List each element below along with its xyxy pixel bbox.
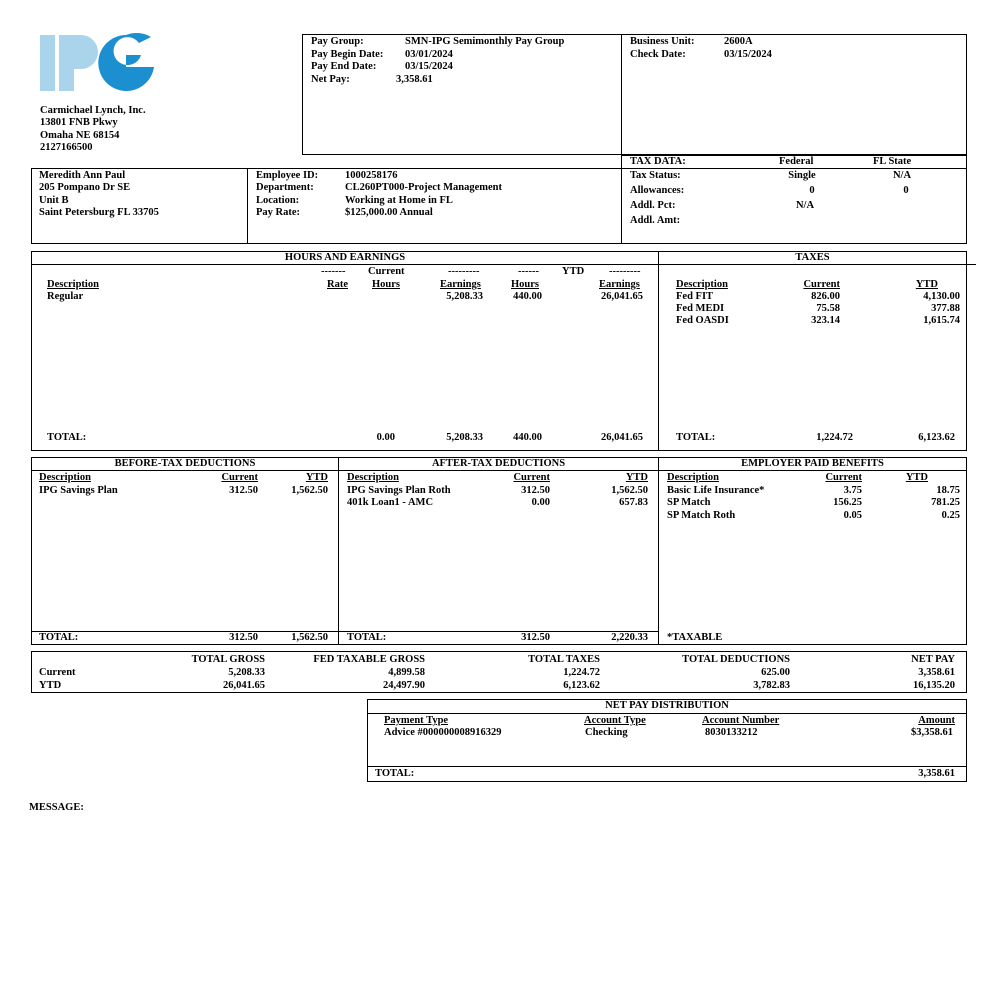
location-label: Location: [256,195,300,206]
distribution-amount-header: Amount [918,715,955,726]
taxes-total-ytd: 6,123.62 [918,432,955,443]
tax-status-state: N/A [892,170,912,181]
employee-name: Meredith Ann Paul [39,170,126,181]
summary-total-gross-header: TOTAL GROSS [191,654,265,665]
pay-end-date-value: 03/15/2024 [405,61,453,72]
company-address-line2: Omaha NE 68154 [40,130,120,141]
earnings-total-hours: 0.00 [376,432,395,443]
ipg-logo [38,33,158,93]
tax-row-fed-fit-desc: Fed FIT [676,291,714,302]
before-tax-current-header: Current [221,472,258,483]
benefits-row-3-desc: SP Match Roth [667,510,736,521]
summary-ytd-total-deductions: 3,782.83 [753,680,790,691]
distribution-account-type-header: Account Type [584,715,646,726]
summary-net-pay-header: NET PAY [911,654,955,665]
company-phone: 2127166500 [40,142,93,153]
pay-begin-date-label: Pay Begin Date: [311,49,384,60]
distribution-amount: $3,358.61 [911,727,953,738]
net-pay-value: 3,358.61 [396,74,433,85]
tax-row-fed-oasdi-desc: Fed OASDI [676,315,729,326]
business-unit-label: Business Unit: [630,36,695,47]
employer-benefits-title: EMPLOYER PAID BENEFITS [741,458,884,469]
check-date-value: 03/15/2024 [724,49,772,60]
earnings-dash-ytd-earnings: --------- [609,266,641,277]
summary-ytd-net-pay: 16,135.20 [913,680,955,691]
tax-row-fed-medi-ytd: 377.88 [931,303,960,314]
earnings-rate-header: Rate [327,279,348,290]
benefits-row-1-desc: Basic Life Insurance* [667,485,765,496]
earnings-ytd-hours-header: Hours [511,279,540,290]
taxes-ytd-header: YTD [915,279,938,290]
distribution-total: 3,358.61 [918,768,955,779]
tax-row-fed-medi-desc: Fed MEDI [676,303,725,314]
distribution-account-number-header: Account Number [702,715,780,726]
earnings-earnings-header: Earnings [440,279,481,290]
pay-rate-value: $125,000.00 Annual [345,207,433,218]
after-tax-total-current: 312.50 [521,632,550,643]
benefits-row-1-current: 3.75 [843,485,862,496]
employee-address-line3: Saint Petersburg FL 33705 [39,207,159,218]
before-tax-row-current: 312.50 [229,485,258,496]
earnings-ytd-group: YTD [562,266,585,277]
summary-current-fed-taxable: 4,899.58 [388,667,425,678]
summary-ytd-total-taxes: 6,123.62 [563,680,600,691]
after-tax-row-2-desc: 401k Loan1 - AMC [347,497,434,508]
earnings-total-ytd-earnings: 26,041.65 [601,432,643,443]
summary-current-net-pay: 3,358.61 [918,667,955,678]
tax-row-fed-oasdi-ytd: 1,615.74 [923,315,960,326]
summary-total-deductions-header: TOTAL DEDUCTIONS [682,654,790,665]
addl-pct-federal: N/A [795,200,815,211]
employee-id-label: Employee ID: [256,170,319,181]
before-tax-row-ytd: 1,562.50 [291,485,328,496]
summary-current-label: Current [39,667,76,678]
after-tax-title: AFTER-TAX DEDUCTIONS [431,458,566,469]
earnings-row-description: Regular [47,291,84,302]
tax-status-federal: Single [788,170,816,181]
earnings-row-ytd-hours: 440.00 [513,291,542,302]
summary-current-total-deductions: 625.00 [761,667,790,678]
after-tax-total-label: TOTAL: [347,632,387,643]
company-name: Carmichael Lynch, Inc. [40,105,146,116]
earnings-description-header: Description [47,279,99,290]
taxes-title: TAXES [795,252,830,263]
employee-address-line2: Unit B [39,195,69,206]
tax-federal-header: Federal [779,156,814,167]
department-value: CL260PT000-Project Management [345,182,502,193]
distribution-payment-type-header: Payment Type [384,715,449,726]
allowances-state: 0 [903,185,909,196]
pay-end-date-label: Pay End Date: [311,61,377,72]
after-tax-row-1-desc: IPG Savings Plan Roth [347,485,451,496]
earnings-total-label: TOTAL: [47,432,87,443]
summary-current-total-gross: 5,208.33 [228,667,265,678]
earnings-row-ytd-earnings: 26,041.65 [601,291,643,302]
benefits-description-header: Description [667,472,719,483]
tax-row-fed-medi-current: 75.58 [816,303,840,314]
taxes-description-header: Description [676,279,728,290]
taxes-current-header: Current [803,279,840,290]
after-tax-description-header: Description [347,472,399,483]
before-tax-row-desc: IPG Savings Plan [39,485,118,496]
employee-id-value: 1000258176 [345,170,398,181]
tax-row-fed-oasdi-current: 323.14 [811,315,840,326]
earnings-row-earnings: 5,208.33 [446,291,483,302]
net-pay-label: Net Pay: [311,74,350,85]
tax-data-title: TAX DATA: [630,156,686,167]
pay-rate-label: Pay Rate: [256,207,301,218]
summary-total-taxes-header: TOTAL TAXES [528,654,600,665]
allowances-label: Allowances: [630,185,685,196]
earnings-current-group: Current [368,266,405,277]
addl-amt-label: Addl. Amt: [630,215,681,226]
after-tax-total-ytd: 2,220.33 [611,632,648,643]
summary-ytd-total-gross: 26,041.65 [223,680,265,691]
benefits-ytd-header: YTD [905,472,928,483]
company-address-line1: 13801 FNB Pkwy [40,117,118,128]
check-date-label: Check Date: [630,49,686,60]
before-tax-total-current: 312.50 [229,632,258,643]
earnings-total-ytd-hours: 440.00 [513,432,542,443]
summary-current-total-taxes: 1,224.72 [563,667,600,678]
before-tax-total-label: TOTAL: [39,632,79,643]
tax-row-fed-fit-ytd: 4,130.00 [923,291,960,302]
location-value: Working at Home in FL [345,195,453,206]
before-tax-description-header: Description [39,472,91,483]
addl-pct-label: Addl. Pct: [630,200,676,211]
summary-fed-taxable-header: FED TAXABLE GROSS [313,654,425,665]
earnings-dash-rate: ------- [321,266,346,277]
earnings-ytd-earnings-header: Earnings [599,279,640,290]
pay-begin-date-value: 03/01/2024 [405,49,453,60]
earnings-hours-header: Hours [372,279,401,290]
summary-ytd-label: YTD [39,680,62,691]
employee-address-line1: 205 Pompano Dr SE [39,182,131,193]
pay-group-value: SMN-IPG Semimonthly Pay Group [405,36,565,47]
benefits-row-3-ytd: 0.25 [941,510,960,521]
before-tax-ytd-header: YTD [305,472,328,483]
after-tax-row-1-current: 312.50 [521,485,550,496]
distribution-account-number: 8030133212 [705,727,758,738]
summary-ytd-fed-taxable: 24,497.90 [383,680,425,691]
taxes-total-label: TOTAL: [676,432,716,443]
taxes-total-current: 1,224.72 [816,432,853,443]
message-label: MESSAGE: [29,802,84,813]
benefits-row-2-current: 156.25 [833,497,862,508]
distribution-total-label: TOTAL: [375,768,415,779]
earnings-dash-earnings: --------- [448,266,480,277]
benefits-row-3-current: 0.05 [843,510,862,521]
benefits-row-2-desc: SP Match [667,497,711,508]
pay-group-label: Pay Group: [311,36,364,47]
before-tax-total-ytd: 1,562.50 [291,632,328,643]
earnings-title: HOURS AND EARNINGS [284,252,406,263]
earnings-dash-hours: ------ [518,266,539,277]
distribution-account-type: Checking [585,727,628,738]
department-label: Department: [256,182,314,193]
tax-status-label: Tax Status: [630,170,681,181]
distribution-title: NET PAY DISTRIBUTION [605,700,729,711]
after-tax-row-2-current: 0.00 [531,497,550,508]
earnings-total-earnings: 5,208.33 [446,432,483,443]
tax-state-header: FL State [873,156,912,167]
benefits-row-2-ytd: 781.25 [931,497,960,508]
after-tax-current-header: Current [513,472,550,483]
distribution-payment-type: Advice #000000008916329 [384,727,502,738]
business-unit-value: 2600A [724,36,753,47]
benefits-row-1-ytd: 18.75 [936,485,960,496]
before-tax-title: BEFORE-TAX DEDUCTIONS [114,458,256,469]
after-tax-ytd-header: YTD [625,472,648,483]
benefits-current-header: Current [825,472,862,483]
after-tax-row-2-ytd: 657.83 [619,497,648,508]
taxable-footnote: *TAXABLE [667,632,723,643]
tax-row-fed-fit-current: 826.00 [811,291,840,302]
allowances-federal: 0 [809,185,815,196]
after-tax-row-1-ytd: 1,562.50 [611,485,648,496]
